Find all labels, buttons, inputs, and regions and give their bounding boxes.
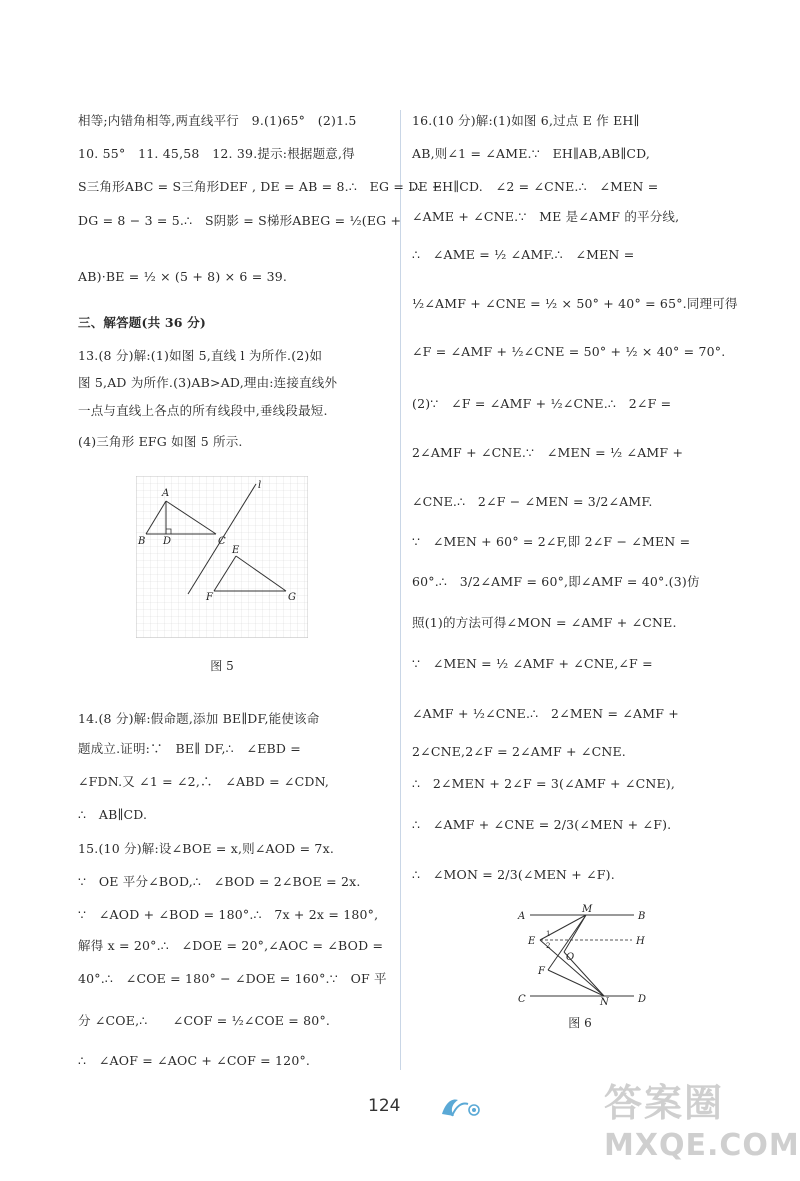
figure-5 xyxy=(136,476,308,638)
fig5-label: G xyxy=(288,592,296,603)
text-line: ∴ ∠AOF = ∠AOC + ∠COF = 120°. xyxy=(78,1053,311,1068)
text-line: 图 5,AD 为所作.(3)AB>AD,理由:连接直线外 xyxy=(78,375,338,390)
fig5-label: D xyxy=(163,536,172,547)
fig6-label: H xyxy=(636,936,645,947)
fig6-label: 2 xyxy=(546,942,551,950)
text-line: 2∠AMF + ∠CNE.∵ ∠MEN = ½ ∠AMF + xyxy=(412,445,684,460)
watermark xyxy=(604,1080,800,1180)
fig6-label: 1 xyxy=(546,930,551,938)
watermark-title: 答案圈 xyxy=(604,1081,725,1125)
text-line: ∠AME + ∠CNE.∵ ME 是∠AMF 的平分线, xyxy=(412,209,680,224)
text-line: (4)三角形 EFG 如图 5 所示. xyxy=(78,434,243,449)
text-line: ∴ EH∥CD. ∠2 = ∠CNE.∴ ∠MEN = xyxy=(412,179,659,194)
fig6-label: O xyxy=(566,952,575,963)
text-line: 相等;内错角相等,两直线平行 9.(1)65° (2)1.5 xyxy=(78,113,357,128)
text-line: ∴ ∠AME = ½ ∠AMF.∴ ∠MEN = xyxy=(412,247,635,262)
fig6-label: B xyxy=(638,911,646,922)
text-line: 解得 x = 20°.∴ ∠DOE = 20°,∠AOC = ∠BOD = xyxy=(78,938,384,953)
text-line: ∵ OE 平分∠BOD,∴ ∠BOD = 2∠BOE = 2x. xyxy=(78,874,361,889)
text-line: AB)·BE = ½ × (5 + 8) × 6 = 39. xyxy=(78,269,288,284)
fig6-label: E xyxy=(528,936,536,947)
text-line: (2)∵ ∠F = ∠AMF + ½∠CNE.∴ 2∠F = xyxy=(412,396,672,411)
text-line: ∵ ∠MEN = ½ ∠AMF + ∠CNE,∠F = xyxy=(412,656,653,671)
fig6-label: M xyxy=(582,904,593,915)
text-line: 一点与直线上各点的所有线段中,垂线段最短. xyxy=(78,403,328,418)
text-line: ∴ 2∠MEN + 2∠F = 3(∠AMF + ∠CNE), xyxy=(412,776,676,791)
watermark-url: MXQE.COM xyxy=(604,1128,800,1163)
grid-background xyxy=(136,476,308,638)
text-line: S三角形ABC = S三角形DEF , DE = AB = 8.∴ EG = DE − xyxy=(78,179,443,194)
segment-fn xyxy=(548,970,604,996)
text-line: 14.(8 分)解:假命题,添加 BE∥DF,能使该命 xyxy=(78,711,320,726)
section-heading: 三、解答题(共 36 分) xyxy=(78,315,207,330)
text-line: ∠CNE.∴ 2∠F − ∠MEN = 3/2∠AMF. xyxy=(412,494,653,509)
text-line: AB,则∠1 = ∠AME.∵ EH∥AB,AB∥CD, xyxy=(412,146,651,161)
fig6-label: A xyxy=(518,911,526,922)
text-line: 照(1)的方法可得∠MON = ∠AMF + ∠CNE. xyxy=(412,615,677,630)
figure-6-caption: 图 6 xyxy=(568,1016,592,1030)
text-line: ∵ ∠AOD + ∠BOD = 180°.∴ 7x + 2x = 180°, xyxy=(78,907,379,922)
text-line: 16.(10 分)解:(1)如图 6,过点 E 作 EH∥ xyxy=(412,113,640,128)
text-line: ∴ AB∥CD. xyxy=(78,807,148,822)
text-line: ∴ ∠MON = 2/3(∠MEN + ∠F). xyxy=(412,867,615,882)
text-line: 10. 55° 11. 45,58 12. 39.提示:根据题意,得 xyxy=(78,146,355,161)
fig5-label: B xyxy=(138,536,146,547)
text-line: ∠FDN.又 ∠1 = ∠2,∴ ∠ABD = ∠CDN, xyxy=(78,774,330,789)
page-number: 124 xyxy=(368,1096,401,1116)
fig5-label: C xyxy=(218,536,226,547)
publisher-logo-icon xyxy=(438,1094,484,1120)
text-line: 60°.∴ 3/2∠AMF = 60°,即∠AMF = 40°.(3)仿 xyxy=(412,574,700,589)
text-line: ∴ ∠AMF + ∠CNE = 2/3(∠MEN + ∠F). xyxy=(412,817,672,832)
fig5-label: F xyxy=(206,592,213,603)
fig6-label: N xyxy=(600,997,609,1007)
fig6-label: D xyxy=(638,994,647,1005)
fig5-label: E xyxy=(232,545,240,556)
text-line: 2∠CNE,2∠F = 2∠AMF + ∠CNE. xyxy=(412,744,626,759)
figure-6 xyxy=(514,902,656,1007)
text-line: 15.(10 分)解:设∠BOE = x,则∠AOD = 7x. xyxy=(78,841,334,856)
text-line: 13.(8 分)解:(1)如图 5,直线 l 为所作.(2)如 xyxy=(78,348,323,363)
fig5-label: A xyxy=(162,488,170,499)
fig6-label: C xyxy=(518,994,526,1005)
fig6-label: F xyxy=(538,966,545,977)
fig5-label: l xyxy=(258,480,262,491)
column-divider xyxy=(400,110,401,1070)
text-line: 分 ∠COE,∴ ∠COF = ½∠COE = 80°. xyxy=(78,1013,331,1028)
text-line: 题成立.证明:∵ BE∥ DF,∴ ∠EBD = xyxy=(78,741,301,756)
figure-5-caption: 图 5 xyxy=(210,659,234,673)
text-line: 40°.∴ ∠COE = 180° − ∠DOE = 160°.∵ OF 平 xyxy=(78,971,387,986)
text-line: DG = 8 − 3 = 5.∴ S阴影 = S梯形ABEG = ½(EG + xyxy=(78,213,402,228)
text-line: ½∠AMF + ∠CNE = ½ × 50° + 40° = 65°.同理可得 xyxy=(412,296,738,311)
text-line: ∠F = ∠AMF + ½∠CNE = 50° + ½ × 40° = 70°. xyxy=(412,344,726,359)
text-line: ∠AMF + ½∠CNE.∴ 2∠MEN = ∠AMF + xyxy=(412,706,679,721)
text-line: ∵ ∠MEN + 60° = 2∠F,即 2∠F − ∠MEN = xyxy=(412,534,691,549)
